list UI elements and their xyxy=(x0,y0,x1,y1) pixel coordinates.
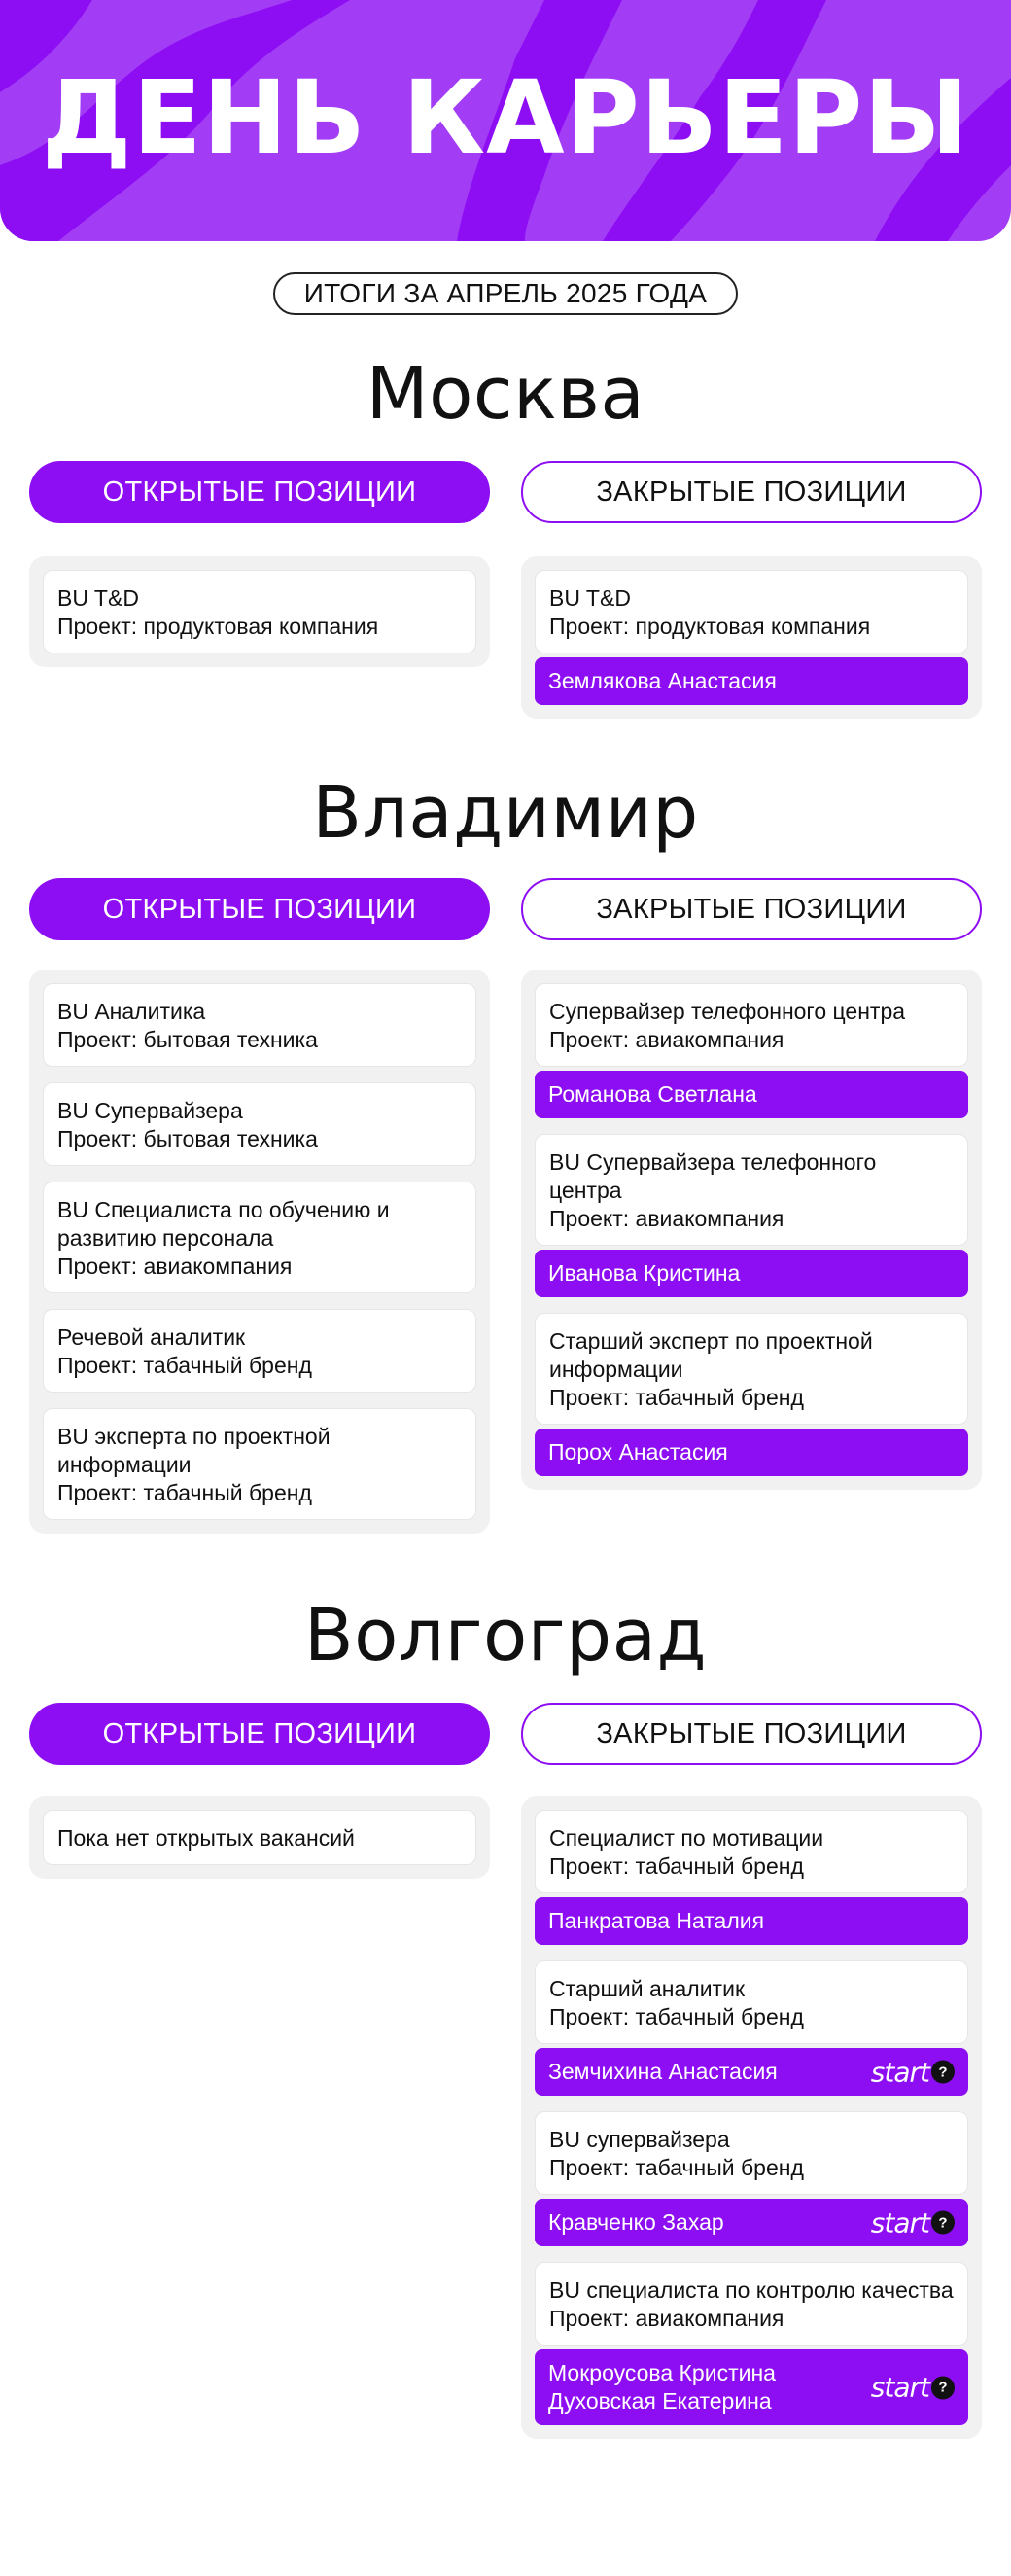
position-title: BU эксперта по проектной информации xyxy=(57,1424,331,1477)
period-badge: ИТОГИ ЗА АПРЕЛЬ 2025 ГОДА xyxy=(273,272,739,315)
start-logo-icon xyxy=(871,2208,955,2237)
start-logo-icon xyxy=(870,2371,955,2404)
badge-mark: ? xyxy=(931,2061,955,2084)
position-title: Специалист по мотивации xyxy=(549,1825,824,1851)
tab-closed-positions[interactable]: ЗАКРЫТЫЕ ПОЗИЦИИ xyxy=(521,1703,982,1765)
position-card xyxy=(43,1408,476,1520)
closed-position-group xyxy=(535,983,968,1118)
closed-position-group xyxy=(535,1134,968,1297)
position-title: Речевой аналитик xyxy=(57,1324,246,1350)
tab-closed-positions[interactable]: ЗАКРЫТЫЕ ПОЗИЦИИ xyxy=(521,878,982,940)
position-title: Пока нет открытых вакансий xyxy=(57,1825,355,1851)
closed-position-group xyxy=(535,1313,968,1476)
employee-name: Земчихина Анастасия xyxy=(548,2059,778,2084)
position-card xyxy=(43,1182,476,1293)
position-title: BU Супервайзера телефонного центра xyxy=(549,1149,877,1203)
employee-name: Порох Анастасия xyxy=(548,1439,728,1464)
position-project: Проект: авиакомпания xyxy=(549,2306,784,2331)
position-title: BU супервайзера xyxy=(549,2127,730,2152)
city-title: Москва xyxy=(366,352,645,436)
closed-positions-panel xyxy=(521,556,982,719)
badge-mark: ? xyxy=(931,2376,955,2399)
position-title: BU T&D xyxy=(549,585,631,611)
position-card xyxy=(43,1309,476,1393)
cities-container xyxy=(0,352,1011,2439)
position-card xyxy=(535,1313,968,1425)
start-logo-icon xyxy=(871,2058,955,2086)
position-card xyxy=(535,1810,968,1893)
badge-mark: ? xyxy=(931,2211,955,2235)
position-project: Проект: бытовая техника xyxy=(57,1126,318,1151)
position-title: BU Аналитика xyxy=(57,999,206,1024)
position-title: BU T&D xyxy=(57,585,139,611)
city-section xyxy=(0,1594,1011,2439)
position-project: Проект: табачный бренд xyxy=(549,2155,804,2180)
employee-name: Землякова Анастасия xyxy=(548,668,777,693)
position-card xyxy=(535,983,968,1067)
employee-name: Романова Светлана xyxy=(548,1081,757,1107)
tab-open-positions[interactable]: ОТКРЫТЫЕ ПОЗИЦИИ xyxy=(29,878,490,940)
position-title: BU специалиста по контролю качества xyxy=(549,2277,954,2303)
position-title: Старший эксперт по проектной информации xyxy=(549,1328,873,1382)
position-card xyxy=(535,2111,968,2195)
position-project: Проект: табачный бренд xyxy=(549,1385,804,1410)
closed-position-group xyxy=(535,570,968,705)
hired-employee xyxy=(535,1429,968,1476)
closed-position-group xyxy=(535,2262,968,2425)
hired-employee xyxy=(535,1897,968,1945)
city-title: Владимир xyxy=(312,771,699,855)
position-title: BU Специалиста по обучению и развитию персонала xyxy=(57,1197,390,1251)
position-project: Проект: табачный бренд xyxy=(57,1480,312,1505)
hired-employee xyxy=(535,2199,968,2246)
position-project: Проект: табачный бренд xyxy=(549,2004,804,2029)
position-project: Проект: авиакомпания xyxy=(549,1027,784,1052)
city-title: Волгоград xyxy=(303,1594,708,1677)
closed-position-group xyxy=(535,2111,968,2246)
city-section xyxy=(0,771,1011,1534)
hired-employee xyxy=(535,1071,968,1118)
badge-text: start xyxy=(870,2371,929,2404)
hero-banner xyxy=(0,0,1011,241)
closed-positions-panel xyxy=(521,970,982,1490)
hired-employee xyxy=(535,657,968,705)
closed-position-group xyxy=(535,1810,968,1945)
position-title: Супервайзер телефонного центра xyxy=(549,999,906,1024)
position-project: Проект: авиакомпания xyxy=(57,1253,293,1279)
hired-employee xyxy=(535,1250,968,1297)
position-project: Проект: бытовая техника xyxy=(57,1027,318,1052)
open-positions-panel xyxy=(29,1796,490,1879)
position-project: Проект: табачный бренд xyxy=(57,1353,312,1378)
employee-name: Панкратова Наталия xyxy=(548,1908,765,1933)
position-card xyxy=(43,1082,476,1166)
position-project: Проект: авиакомпания xyxy=(549,1206,784,1231)
position-title: Старший аналитик xyxy=(549,1976,746,2001)
badge-text: start xyxy=(870,2206,929,2239)
employee-name: Кравченко Захар xyxy=(548,2209,724,2235)
position-project: Проект: продуктовая компания xyxy=(549,614,871,639)
city-section xyxy=(0,352,1011,719)
position-project: Проект: продуктовая компания xyxy=(57,614,379,639)
position-card xyxy=(43,570,476,653)
hired-employee xyxy=(535,2349,968,2425)
tab-open-positions[interactable]: ОТКРЫТЫЕ ПОЗИЦИИ xyxy=(29,1703,490,1765)
open-positions-panel xyxy=(29,970,490,1534)
tab-closed-positions[interactable]: ЗАКРЫТЫЕ ПОЗИЦИИ xyxy=(521,461,982,523)
closed-position-group xyxy=(535,1960,968,2096)
employee-name: Иванова Кристина xyxy=(548,1260,741,1286)
employee-name: Мокроусова Кристина xyxy=(548,2360,776,2385)
position-card xyxy=(43,1810,476,1865)
position-card xyxy=(535,1134,968,1246)
badge-text: start xyxy=(870,2056,929,2088)
employee-name: Духовская Екатерина xyxy=(548,2388,772,2414)
position-card xyxy=(535,570,968,653)
position-card xyxy=(535,2262,968,2346)
closed-positions-panel xyxy=(521,1796,982,2439)
position-project: Проект: табачный бренд xyxy=(549,1853,804,1879)
position-card xyxy=(43,983,476,1067)
page-title: ДЕНЬ КАРЬЕРЫ xyxy=(41,58,970,177)
open-positions-panel xyxy=(29,556,490,667)
position-card xyxy=(535,1960,968,2044)
tab-open-positions[interactable]: ОТКРЫТЫЕ ПОЗИЦИИ xyxy=(29,461,490,523)
position-title: BU Супервайзера xyxy=(57,1098,243,1123)
hired-employee xyxy=(535,2048,968,2096)
